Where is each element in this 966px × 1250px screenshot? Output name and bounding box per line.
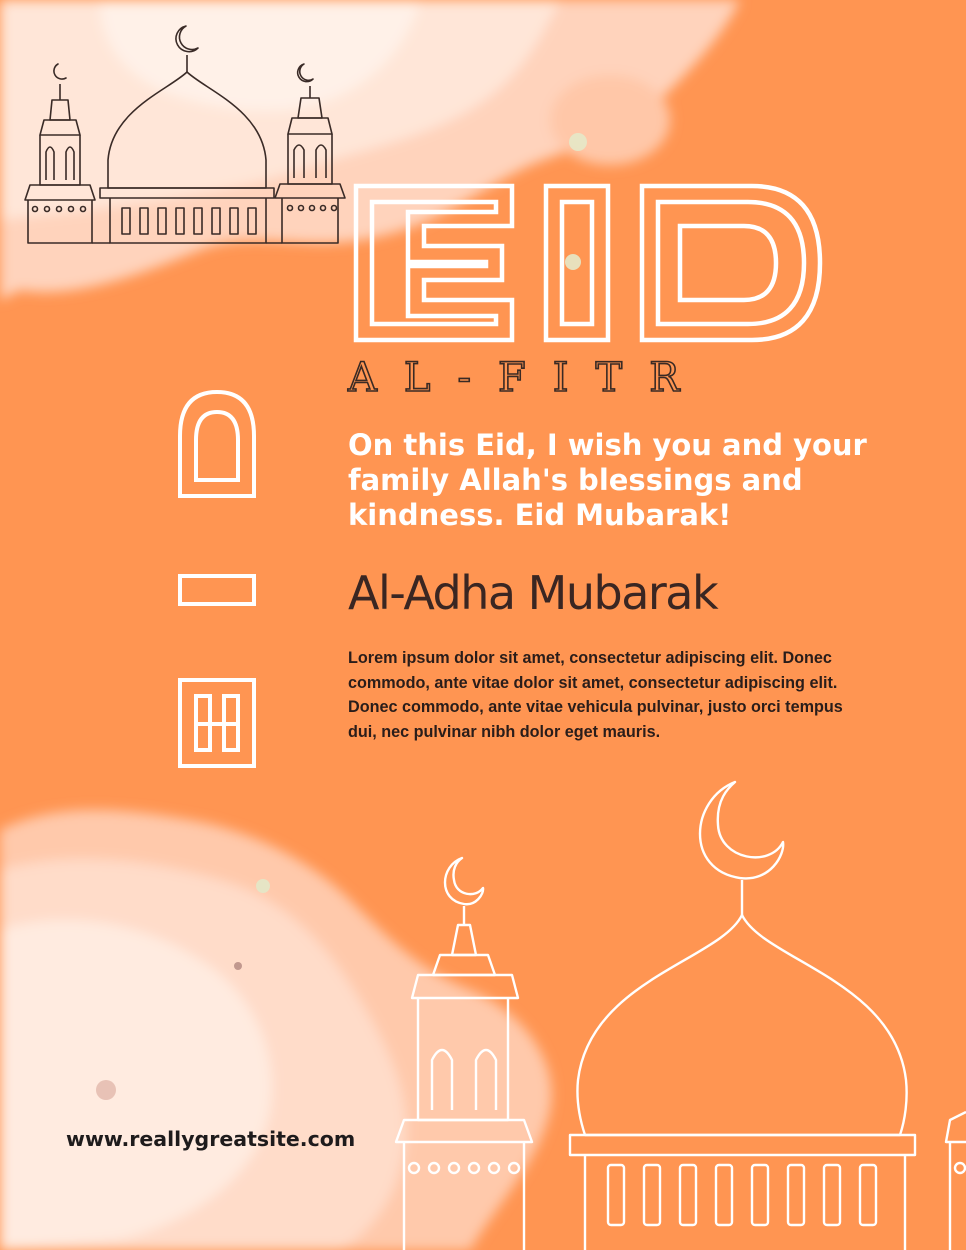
wish-message: On this Eid, I wish you and your family Allah's blessings and kindness. Eid Mubarak!: [348, 428, 867, 532]
vertical-eid-word: [170, 380, 270, 780]
website-link[interactable]: www.reallygreatsite.com: [66, 1127, 356, 1151]
body-text: Lorem ipsum dolor sit amet, consectetur adipiscing elit. Donec commodo, ante vitae dolor sit amet, consectetur adipiscing elit. Donec commodo, ante vitae vehicula pulvinar, justo orci tempus dui, nec pulvinar nibh dolor eget mauris.: [348, 649, 843, 741]
eid-title: [352, 178, 832, 348]
heading-al-adha: Al-Adha Mubarak: [348, 566, 718, 620]
subtitle-al-fitr: AL-FITR: [348, 355, 707, 401]
watercolor-bottom: [0, 810, 552, 1250]
